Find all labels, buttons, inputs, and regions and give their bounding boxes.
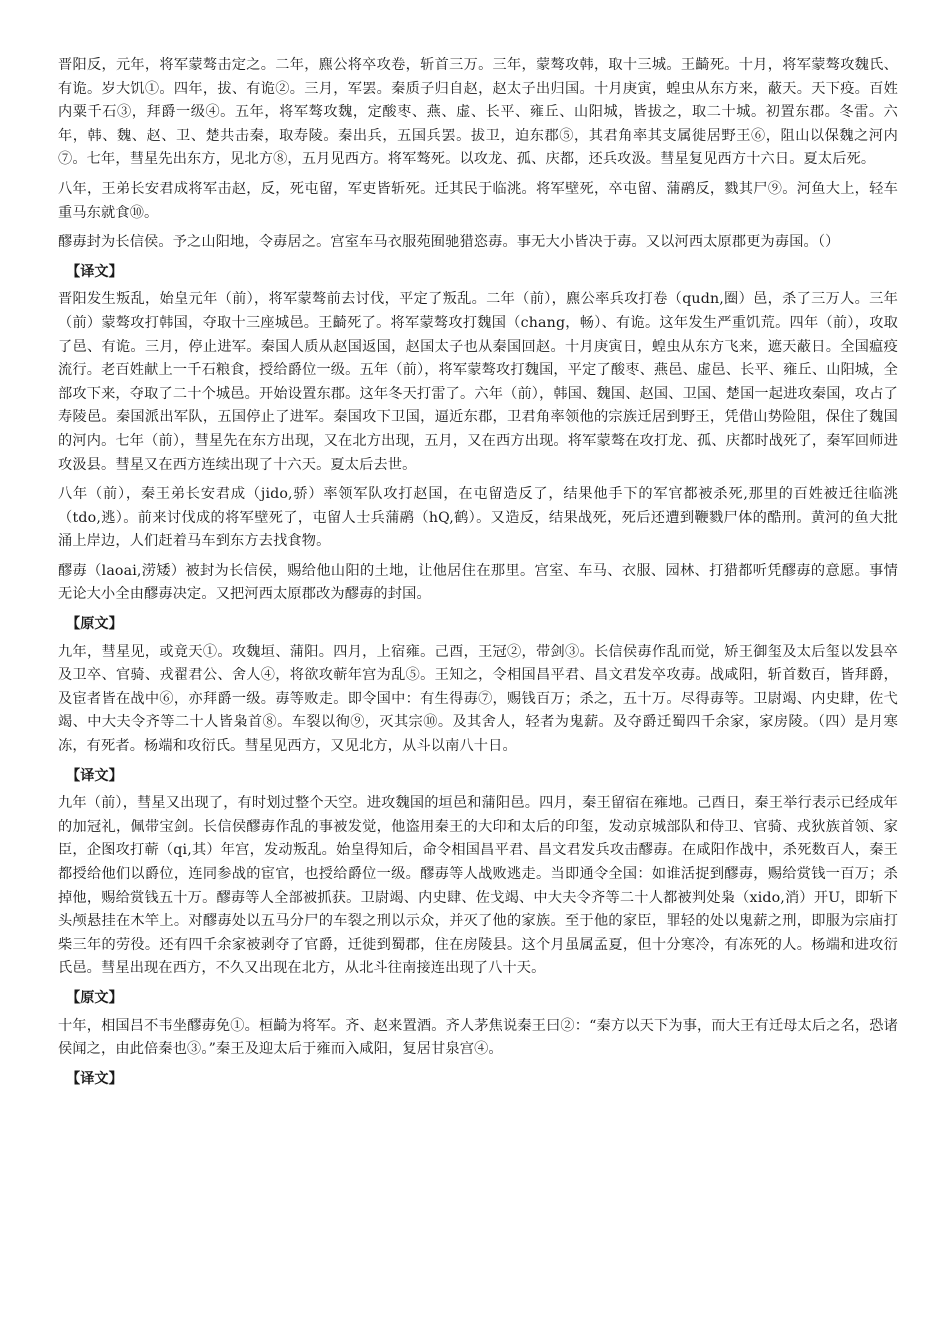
- section-heading-original: 【原文】: [66, 989, 123, 1006]
- original-text-paragraph: 十年，相国吕不韦坐醪毐免①。桓齮为将军。齐、赵来置酒。齐人茅焦说秦王曰②：“秦方以天下为事，而大王有迁母太后之名，恐诸侯闻之，由此倍秦也③。”秦王及迎太后于雍而入咸阳，复居甘泉宫④。: [58, 1017, 898, 1058]
- translation-paragraph: 八年（前），秦王弟长安君成（jido,骄）率领军队攻打赵国，在屯留造反了，结果他手下的军官都被杀死,那里的百姓被迁往临洮（tdo,逃）。前来讨伐成的将军壁死了，屯留人士兵蒲鹝（hQ,鹤）。又造反，结果战死，死后还遭到鞭戮尸体的酷刑。黄河的鱼大批涌上岸边，人们赶着马车到东方去找食物。: [58, 486, 898, 550]
- section-heading-translation: 【译文】: [66, 1070, 123, 1087]
- original-text-paragraph: 八年，王弟长安君成将军击赵，反，死屯留，军吏皆斩死。迁其民于临洮。将军壁死，卒屯留、蒲鹝反，戮其尸⑨。河鱼大上，轻车重马东就食⑩。: [58, 180, 898, 221]
- section-heading-translation: 【译文】: [66, 263, 123, 280]
- section-heading-original: 【原文】: [66, 616, 123, 633]
- section-heading-translation: 【译文】: [66, 767, 123, 784]
- document-page: [58, 54, 898, 1095]
- original-text-paragraph: 晋阳反，元年，将军蒙骜击定之。二年，麃公将卒攻卷，斩首三万。三年，蒙骜攻韩，取十三城。王齮死。十月，将军蒙骜攻魏氏、有诡。岁大饥①。四年，拔、有诡②。三月，军罢。秦质子归自赵，赵太子出归国。十月庚寅，蝗虫从东方来，蔽天。天下疫。百姓内粟千石③，拜爵一级④。五年，将军骜攻魏，定酸枣、燕、虚、长平、雍丘、山阳城，皆拔之，取二十城。初置东郡。冬雷。六年，韩、魏、赵、卫、楚共击秦，取寿陵。秦出兵，五国兵罢。拔卫，迫东郡⑤，其君角率其支属徙居野王⑥，阻山以保魏之河内⑦。七年，彗星先出东方，见北方⑧，五月见西方。将军骜死。以攻龙、孤、庆都，还兵攻汲。彗星复见西方十六日。夏太后死。: [58, 57, 898, 168]
- translation-paragraph: 九年（前），彗星又出现了，有时划过整个天空。进攻魏国的垣邑和蒲阳邑。四月，秦王留宿在雍地。己酉日，秦王举行表示已经成年的加冠礼，佩带宝剑。长信侯醪毐作乱的事被发觉，他盗用秦王的大印和太后的印玺，发动京城部队和侍卫、官骑、戎狄族首领、家臣，企图攻打蕲（qi,其）年宫，发动叛乱。始皇得知后，命令相国昌平君、昌文君发兵攻击醪毐。在咸阳作战中，杀死数百人，秦王都授给他们以爵位，连同参战的宦官，也授给爵位一级。醪毐等人战败逃走。当即通令全国：如谁活捉到醪毐，赐给赏钱一百万；杀掉他，赐给赏钱五十万。醪毐等人全部被抓获。卫尉竭、内史肆、佐戈竭、中大夫令齐等二十人都被判处枭（xido,消）开U，即斩下头颅悬挂在木竿上。对醪毐处以五马分尸的车裂之刑以示众，并灭了他的家族。至于他的家臣，罪轻的处以鬼薪之刑，即服为宗庙打柴三年的劳役。还有四千余家被剥夺了官爵，迁徙到蜀郡，住在房陵县。这个月虽属孟夏，但十分寒冷，有冻死的人。杨端和进攻衍氏邑。彗星出现在西方，不久又出现在北方，从北斗往南接连出现了八十天。: [58, 795, 898, 977]
- translation-paragraph: 醪毐（laoai,涝矮）被封为长信侯，赐给他山阳的土地，让他居住在那里。宫室、车马、衣服、园林、打猎都听凭醪毐的意愿。事情无论大小全由醪毐决定。又把河西太原郡改为醪毐的封国。: [58, 562, 898, 603]
- original-text-paragraph: 九年，彗星见，或竟天①。攻魏垣、蒲阳。四月，上宿雍。己酉，王冠②，带剑③。长信侯毐作乱而觉，矫王御玺及太后玺以发县卒及卫卒、官骑、戎翟君公、舍人④，将欲攻蕲年宫为乱⑤。王知之，令相国昌平君、昌文君发卒攻毐。战咸阳，斩首数百，皆拜爵，及宦者皆在战中⑥，亦拜爵一级。毐等败走。即令国中：有生得毐⑦，赐钱百万；杀之，五十万。尽得毐等。卫尉竭、内史肆，佐弋竭、中大夫令齐等二十人皆枭首⑧。车裂以徇⑨，灭其宗⑩。及其舍人，轻者为鬼薪。及夺爵迁蜀四千余家，家房陵。（四）是月寒冻，有死者。杨端和攻衍氏。彗星见西方，又见北方，从斗以南八十日。: [58, 643, 898, 755]
- translation-paragraph: 晋阳发生叛乱，始皇元年（前），将军蒙骜前去讨伐，平定了叛乱。二年（前），麃公率兵攻打卷（qudn,圈）邑，杀了三万人。三年（前）蒙骜攻打韩国，夺取十三座城邑。王齮死了。将军蒙骜攻打魏国（chang，畅）、有诡。这年发生严重饥荒。四年（前），攻取了邑、有诡。三月，停止进军。秦国人质从赵国返国，赵国太子也从秦国回赵。十月庚寅日，蝗虫从东方飞来，遮天蔽日。全国瘟疫流行。老百姓献上一千石粮食，授给爵位一级。五年（前），将军蒙骜攻打魏国，平定了酸枣、燕邑、虚邑、长平、雍丘、山阳城，全部攻下来，夺取了二十个城邑。开始设置东郡。这年冬天打雷了。六年（前），韩国、魏国、赵国、卫国、楚国一起进攻秦国，攻占了寿陵邑。秦国派出军队，五国停止了进军。秦国攻下卫国，逼近东郡，卫君角率领他的宗族迁居到野王，凭借山势险阻，保住了魏国的河内。七年（前），彗星先在东方出现，又在北方出现，五月，又在西方出现。将军蒙骜在攻打龙、孤、庆都时战死了，秦军回师进攻汲县。彗星又在西方连续出现了十六天。夏太后去世。: [58, 291, 898, 473]
- original-text-paragraph: 醪毐封为长信侯。予之山阳地，令毐居之。宫室车马衣服苑囿驰猎恣毐。事无大小皆决于毐。又以河西太原郡更为毐国。（）: [58, 234, 840, 251]
